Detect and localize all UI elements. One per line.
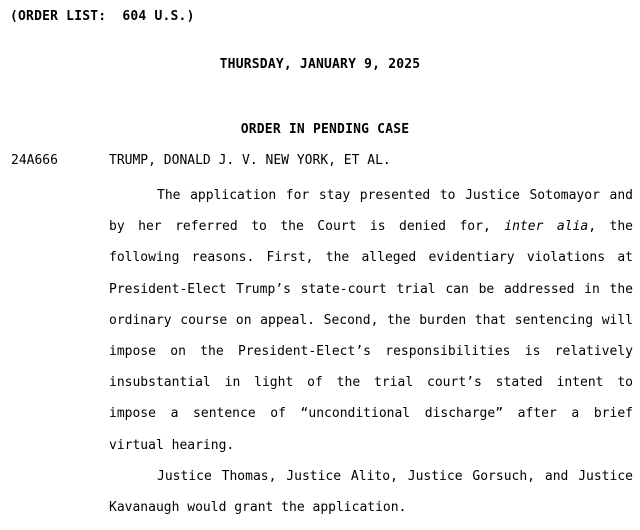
section-heading: ORDER IN PENDING CASE	[240, 122, 410, 137]
order-paragraph	[109, 180, 633, 461]
order-date: THURSDAY, JANUARY 9, 2025	[219, 57, 421, 72]
docket-number: 24A666	[11, 153, 58, 168]
dissent-note-paragraph: Justice Thomas, Justice Alito, Justice Gorsuch, and Justice Kavanaugh would grant the application.	[109, 468, 633, 516]
paragraph-text: The application for stay presented to Justice Sotomayor and by her referred to the Court is denied for,	[109, 188, 633, 235]
order-list-header: (ORDER LIST: 604 U.S.)	[10, 9, 195, 24]
order-body	[109, 180, 633, 523]
case-caption: TRUMP, DONALD J. V. NEW YORK, ET AL.	[109, 153, 391, 168]
latin-phrase: inter alia	[504, 219, 589, 235]
paragraph-text: , the following reasons. First, the alleged evidentiary violations at President-Elect Trump’s state-court trial can be addressed in the ordinary course on appeal. Second, the burden that sentencing will impose on the President-Elect’s responsibilities is relatively insubstantial in light of the trial court’s stated intent to impose a sentence of “unconditional discharge” after a brief virtual hearing.	[109, 219, 633, 453]
